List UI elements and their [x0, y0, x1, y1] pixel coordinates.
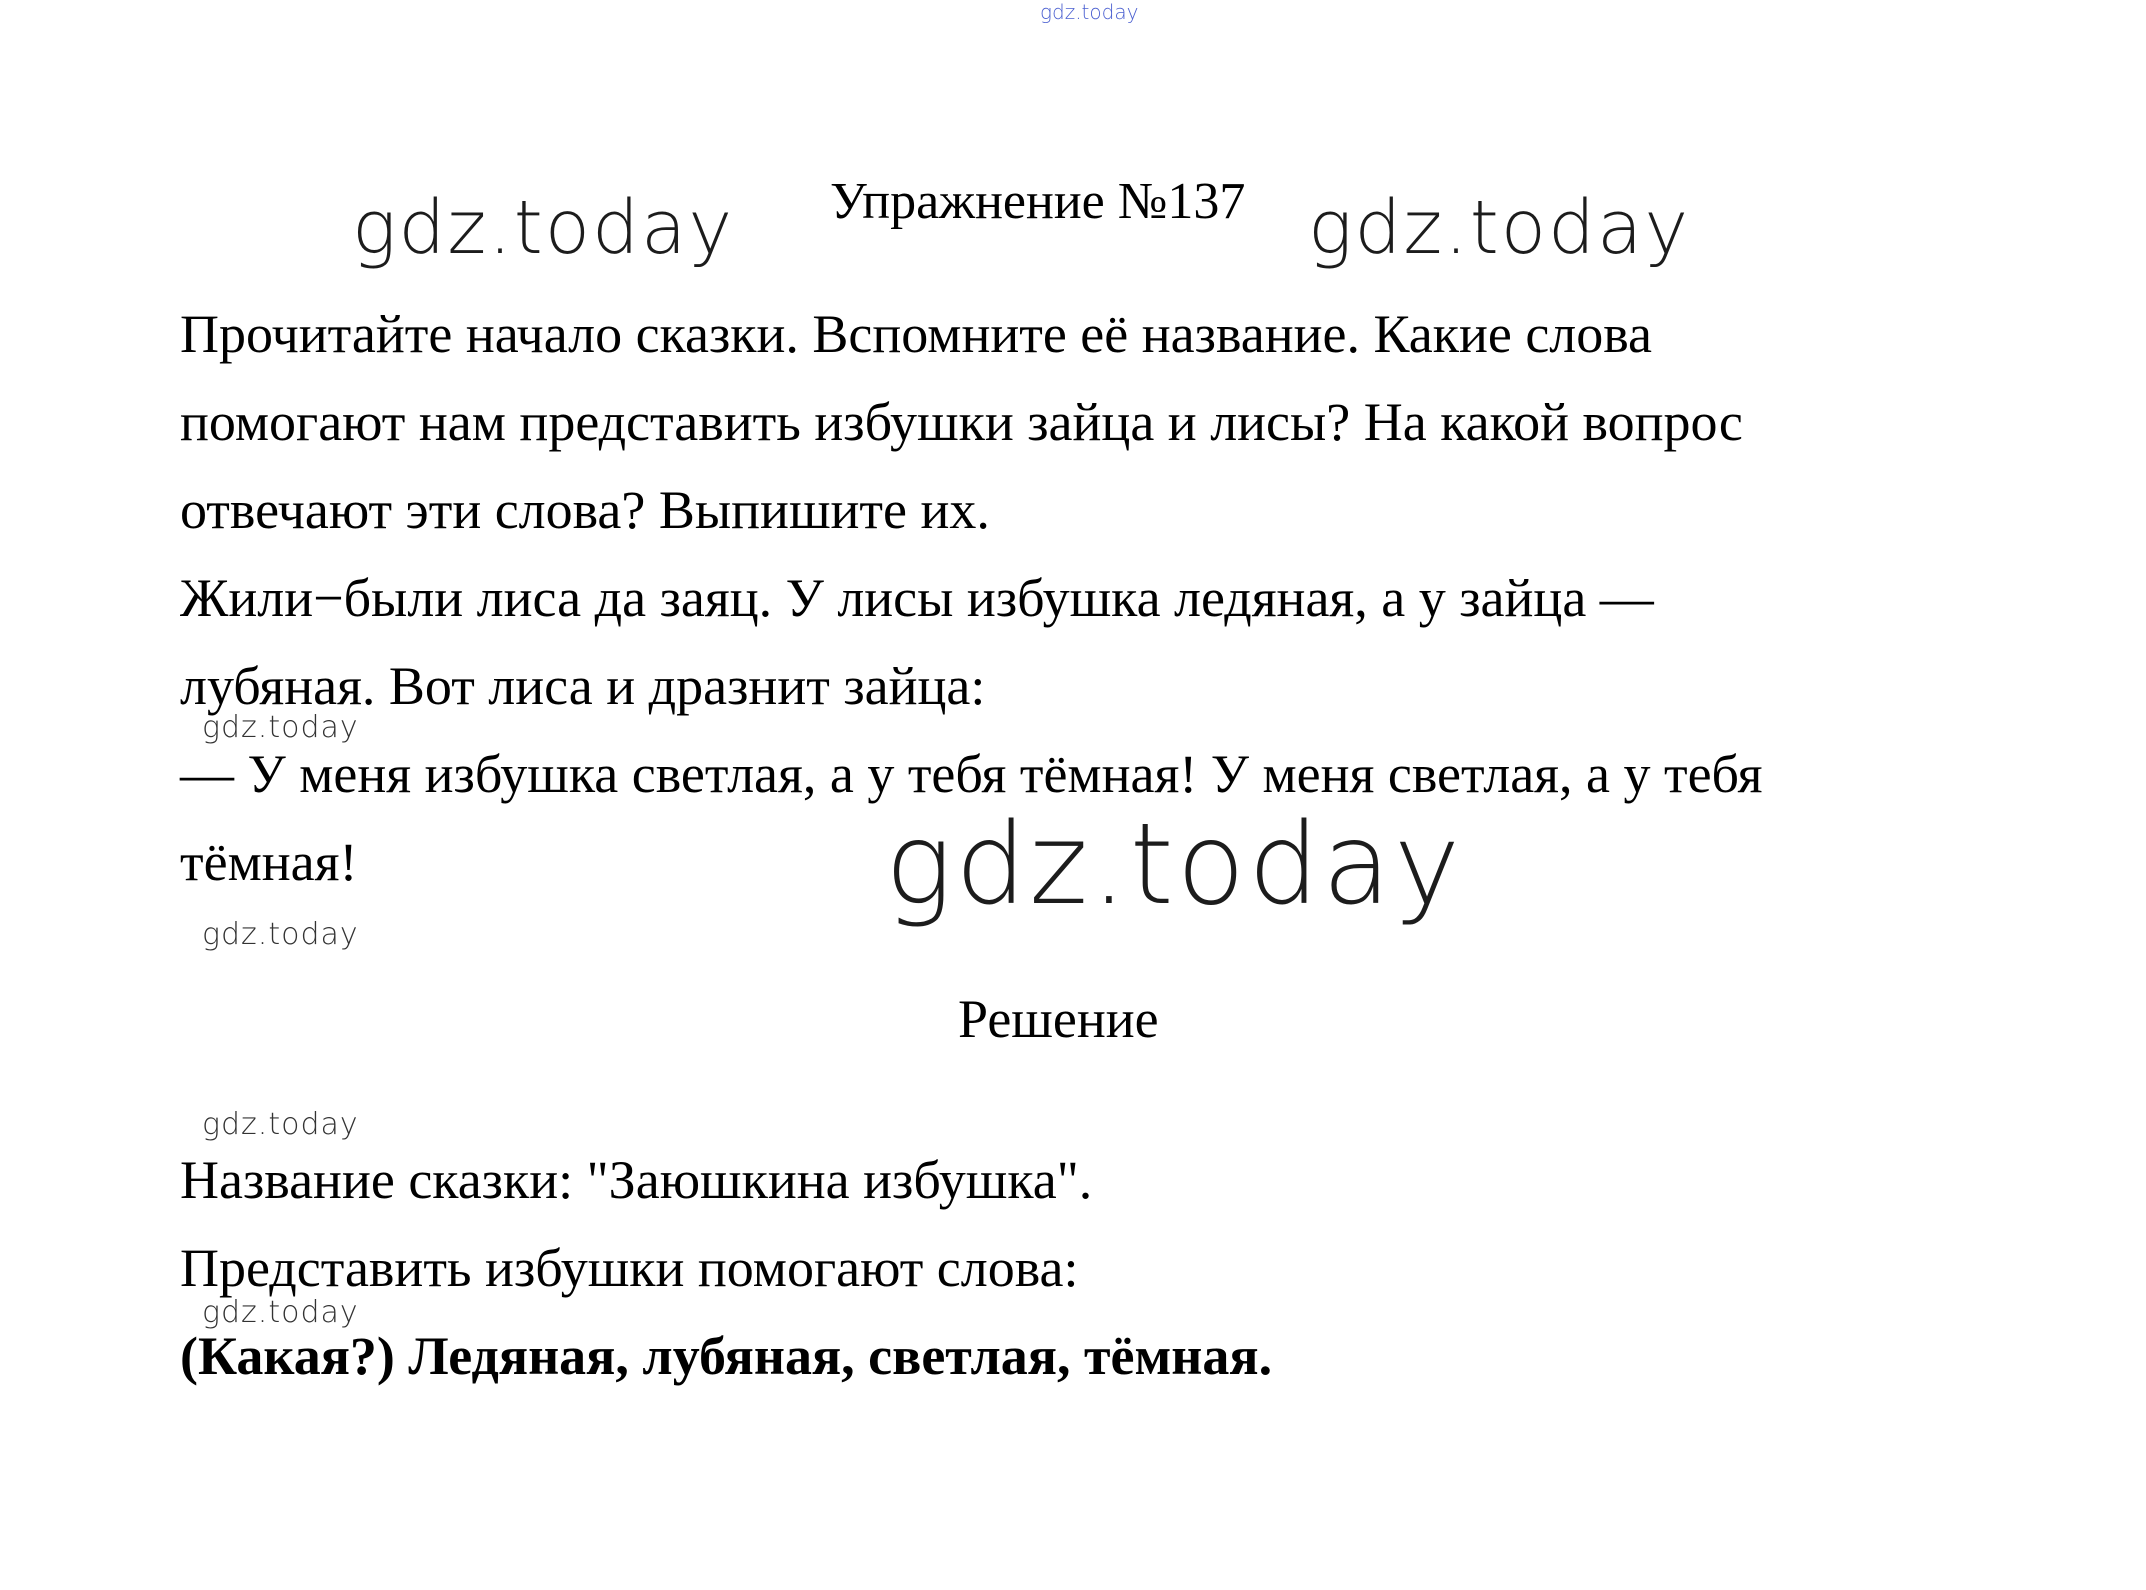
task-line: — У меня избушка светлая, а у тебя тёмная! У меня светлая, а у тебя [180, 744, 1763, 804]
task-line: Жили−были лиса да заяц. У лисы избушка ледяная, а у зайца — [180, 568, 1654, 628]
solution-body [180, 1136, 2000, 1400]
solution-line-intro: Представить избушки помогают слова: [180, 1238, 1079, 1298]
watermark-small-3: gdz.today [202, 1107, 359, 1142]
watermark-small-2: gdz.today [202, 917, 359, 952]
task-line: лубяная. Вот лиса и дразнит зайца: [180, 656, 986, 716]
solution-line-answer: (Какая?) Ледяная, лубяная, светлая, тёмная. [180, 1326, 1273, 1386]
exercise-task [180, 290, 2000, 906]
watermark-large-right: gdz.today [1308, 185, 1691, 271]
watermark-large-left: gdz.today [352, 185, 735, 271]
task-line: помогают нам представить избушки зайца и лисы? На какой вопрос [180, 392, 1743, 452]
task-line: тёмная! [180, 832, 358, 892]
watermark-small-4: gdz.today [202, 1295, 359, 1330]
task-line: отвечают эти слова? Выпишите их. [180, 480, 990, 540]
exercise-title: Упражнение №137 [830, 173, 1246, 230]
watermark-top: gdz.today [1040, 0, 1139, 24]
watermark-small-1: gdz.today [202, 710, 359, 745]
watermark-huge-center: gdz.today [885, 800, 1464, 930]
solution-title: Решение [958, 989, 1159, 1049]
solution-line-name: Название сказки: "Заюшкина избушка". [180, 1150, 1093, 1210]
task-line: Прочитайте начало сказки. Вспомните её название. Какие слова [180, 304, 1653, 364]
